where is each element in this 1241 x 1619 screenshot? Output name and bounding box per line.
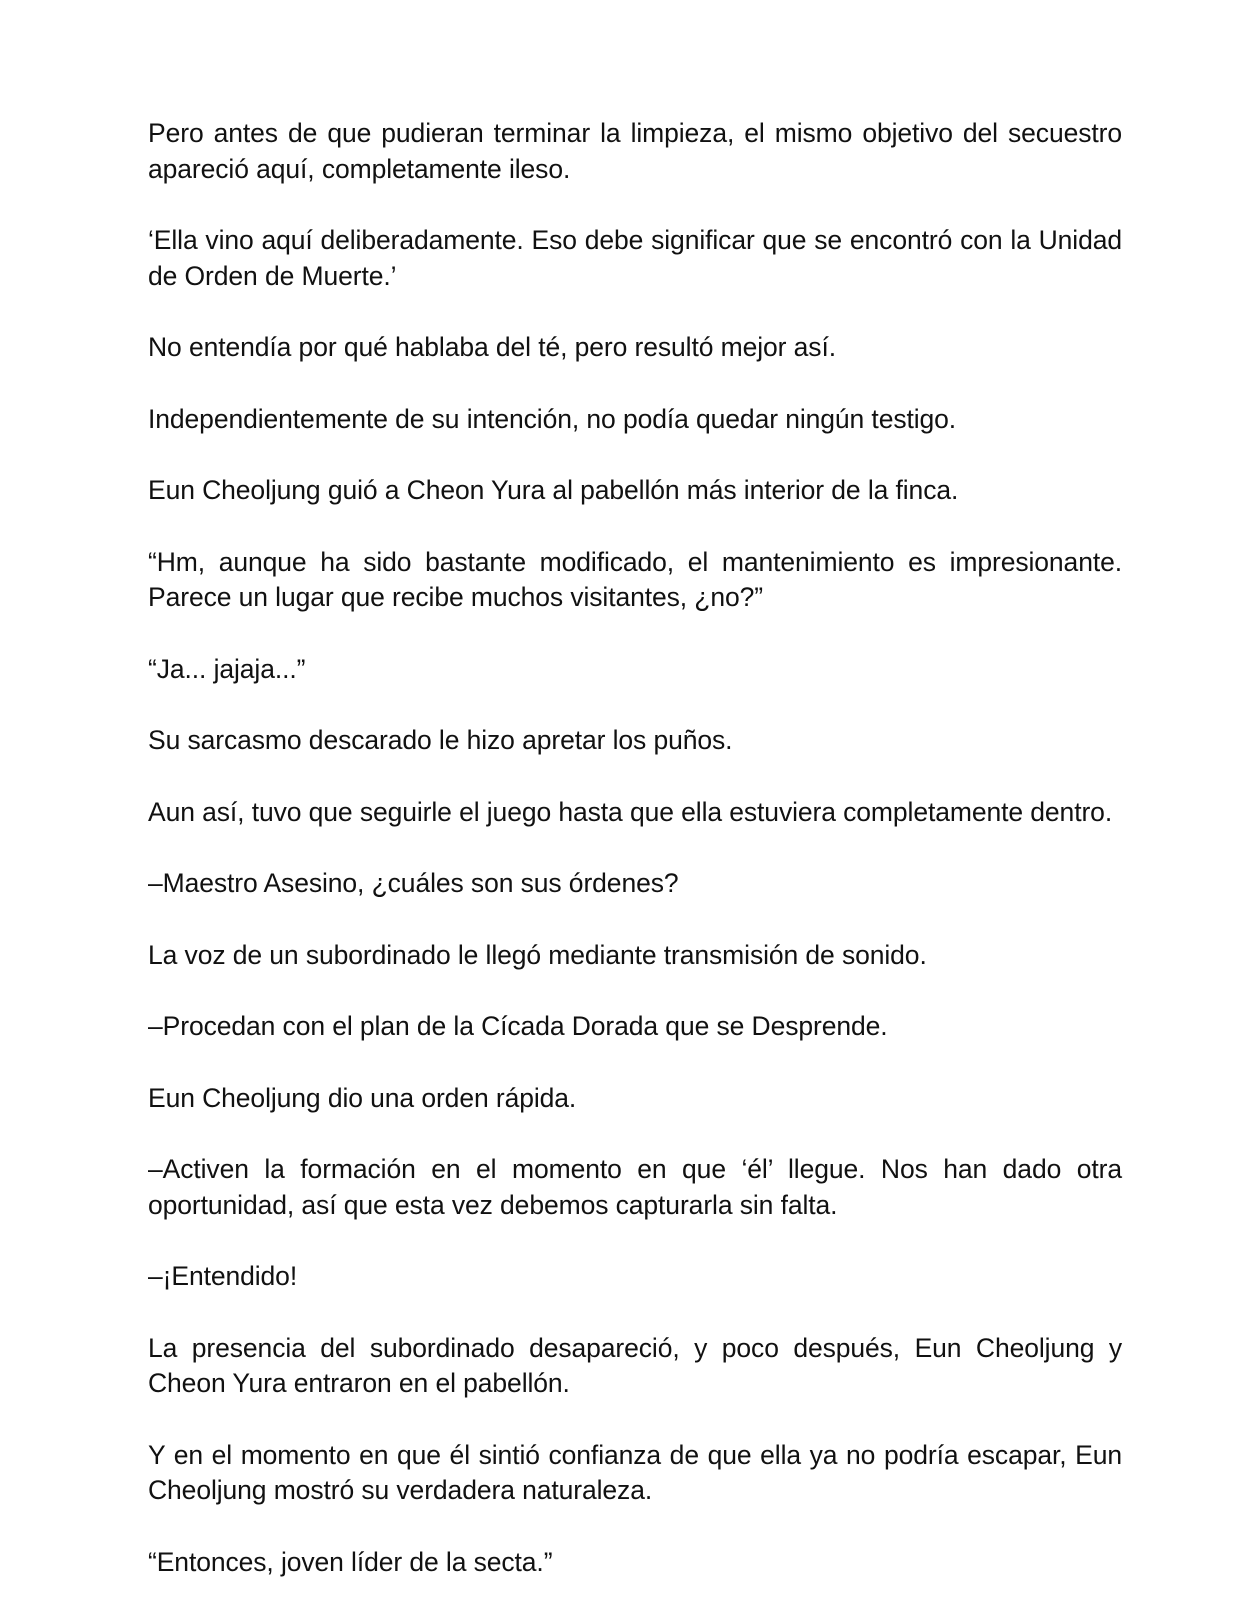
paragraph: –¡Entendido! [148, 1261, 298, 1291]
paragraph: Aun así, tuvo que seguirle el juego hasta que ella estuviera completamente dentro. [148, 796, 1113, 827]
paragraph: –Maestro Asesino, ¿cuáles son sus órdenes? [148, 868, 679, 898]
paragraph: Su sarcasmo descarado le hizo apretar los puños. [148, 725, 733, 755]
paragraph: “Hm, aunque ha sido bastante modificado, el mantenimiento es impresionante. Parece un lugar que recibe muchos visitantes, ¿no?” [148, 546, 1122, 612]
paragraph: ‘Ella vino aquí deliberadamente. Eso debe significar que se encontró con la Unidad de Orden de Muerte.’ [148, 225, 1122, 291]
paragraph: La voz de un subordinado le llegó mediante transmisión de sonido. [148, 939, 927, 970]
paragraph: “Entonces, joven líder de la secta.” [148, 1546, 553, 1577]
document-body [148, 116, 1122, 1616]
paragraph: Independientemente de su intención, no podía quedar ningún testigo. [148, 403, 957, 434]
paragraph: La presencia del subordinado desapareció, y poco después, Eun Cheoljung y Cheon Yura entraron en el pabellón. [148, 1332, 1122, 1398]
paragraph: Pero antes de que pudieran terminar la limpieza, el mismo objetivo del secuestro apareció aquí, completamente ileso. [148, 118, 1122, 184]
paragraph: Y en el momento en que él sintió confianza de que ella ya no podría escapar, Eun Cheoljung mostró su verdadera naturaleza. [148, 1439, 1122, 1505]
paragraph: No entendía por qué hablaba del té, pero resultó mejor así. [148, 332, 836, 362]
paragraph: –Procedan con el plan de la Cícada Dorada que se Desprende. [148, 1011, 888, 1041]
paragraph: Eun Cheoljung guió a Cheon Yura al pabellón más interior de la finca. [148, 475, 959, 505]
paragraph: –Activen la formación en el momento en que ‘él’ llegue. Nos han dado otra oportunidad, así que esta vez debemos capturarla sin falta. [148, 1154, 1122, 1220]
paragraph: Eun Cheoljung dio una orden rápida. [148, 1082, 577, 1113]
paragraph: “Ja... jajaja...” [148, 653, 306, 684]
